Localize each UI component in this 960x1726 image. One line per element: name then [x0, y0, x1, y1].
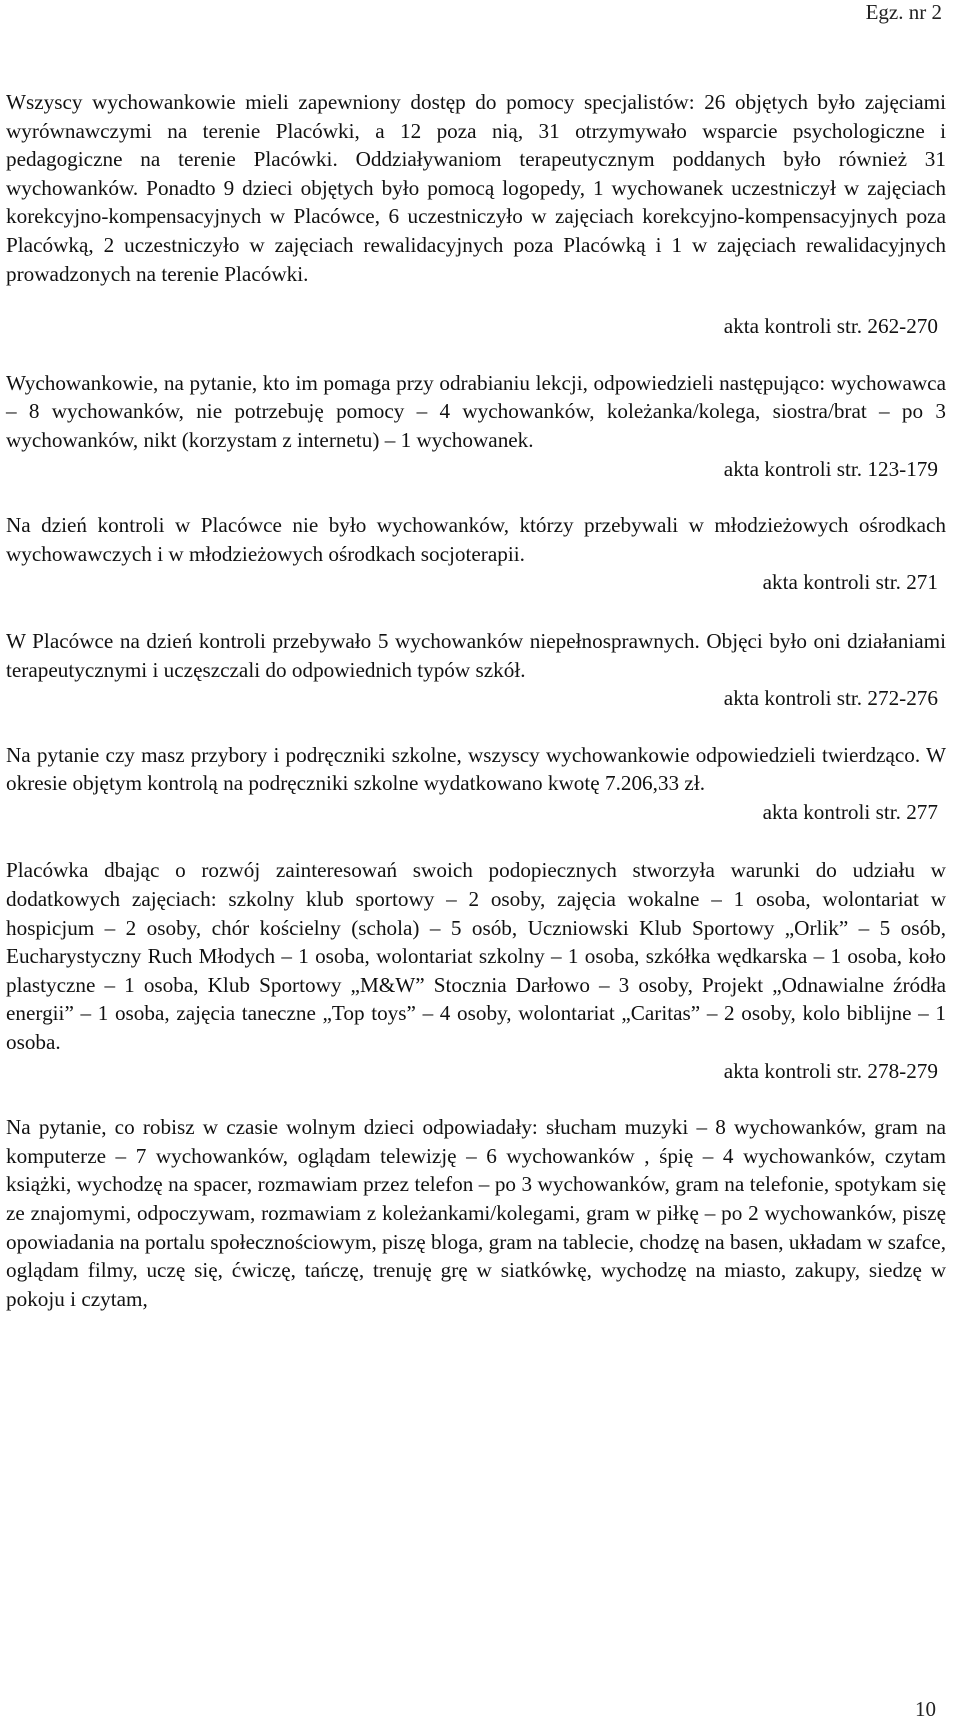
paragraph-school-supplies: Na pytanie czy masz przybory i podręczniki szkolne, wszyscy wychowankowie odpowiedzieli twierdząco. W okresie objętym kontrolą na podręczniki szkolne wydatkowano kwotę 7.206,33 zł. [6, 742, 947, 796]
reference-note: akta kontroli str. 271 [762, 570, 938, 595]
paragraph-specialist-support: Wszyscy wychowankowie mieli zapewniony dostęp do pomocy specjalistów: 26 objętych było zajęciami wyrównawczymi na terenie Placówki, a 12 poza nią, 31 otrzymywało wsparcie psychologiczne i pedagogiczne na terenie Placówki. Oddziaływaniom terapeutycznym poddanych było również 31 wychowanków. Ponadto 9 dzieci objętych było pomocą logopedy, 1 wychowanek uczestniczył w zajęciach korekcyjno-kompensacyjnych w Placówce, 6 uczestniczyło w zajęciach korekcyjno-kompensacyjnych poza Placówką, 2 uczestniczyło w zajęciach rewalidacyjnych poza Placówką i 1 w zajęciach rewalidacyjnych prowadzonych na terenie Placówki. [6, 90, 946, 286]
paragraph-disabled-wards: W Placówce na dzień kontroli przebywało 5 wychowanków niepełnosprawnych. Objęci było oni działaniami terapeutycznymi i uczęszczali do odpowiednich typów szkół. [6, 628, 946, 682]
paragraph-free-time: Na pytanie, co robisz w czasie wolnym dzieci odpowiadały: słucham muzyki – 8 wychowanków, gram na komputerze – 7 wychowanków, oglądam telewizję – 6 wychowanków , śpię – 4 wychowanków, czytam książki, wychodzę na spacer, rozmawiam przez telefon – po 3 wychowanków, gram na telefonie, spotykam się ze znajomymi, odpoczywam, rozmawiam z koleżankami/kolegami, gram w piłkę – po 2 wychowanków, piszę opowiadania na portalu społecznościowym, piszę bloga, gram na tablecie, chodzę na basen, układam w szafce, oglądam filmy, uczę się, ćwiczę, tańczę, trenuję grę w siatkówkę, wychodzę na miasto, zakupy, siedzę w pokoju i czytam, [6, 1115, 946, 1311]
reference-note: akta kontroli str. 277 [762, 799, 938, 824]
copy-number-label: Egz. nr 2 [865, 0, 942, 24]
reference-note: akta kontroli str. 278-279 [723, 1058, 938, 1083]
reference-note: akta kontroli str. 123-179 [723, 456, 938, 481]
paragraph-extracurricular: Placówka dbając o rozwój zainteresowań swoich podopiecznych stworzyła warunki do udziału w dodatkowych zajęciach: szkolny klub sportowy – 2 osoby, zajęcia wokalne – 1 osoba, wolontariat w hospicjum – 2 osoby, chór kościelny (schola) – 5 osób, Uczniowski Klub Sportowy „Orlik” – 5 osób, Eucharystyczny Ruch Młodych – 1 osoba, wolontariat szkolny – 1 osoba, szkółka wędkarska – 1 osoba, koło plastyczne – 1 osoba, Klub Sportowy „M&W” Stocznia Darłowo – 3 osoby, Projekt „Odnawialne źródła energii” – 1 osoba, zajęcia taneczne „Top toys” – 4 osoby, wolontariat „Caritas” – 2 osoby, kolo biblijne – 1 osoba. [6, 858, 946, 1055]
paragraph-youth-centers: Na dzień kontroli w Placówce nie było wychowanków, którzy przebywali w młodzieżowych ośrodkach wychowawczych i w młodzieżowych ośrodkach socjoterapii. [6, 513, 946, 566]
reference-note: akta kontroli str. 272-276 [723, 686, 938, 711]
page-number: 10 [915, 1697, 936, 1721]
reference-note: akta kontroli str. 262-270 [723, 314, 938, 339]
paragraph-homework-help: Wychowankowie, na pytanie, kto im pomaga przy odrabianiu lekcji, odpowiedzieli następująco: wychowawca – 8 wychowanków, nie potrzebuję pomocy – 4 wychowanków, koleżanka/kolega, siostra/brat – po 3 wychowanków, nikt (korzystam z internetu) – 1 wychowanek. [6, 370, 946, 452]
document-body [6, 88, 946, 1313]
